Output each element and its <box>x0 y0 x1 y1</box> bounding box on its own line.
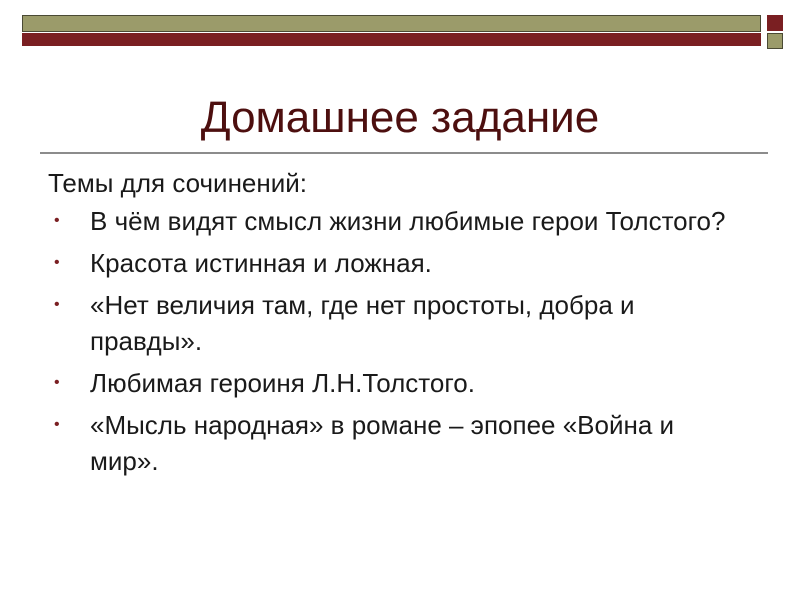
slide-body <box>48 165 748 485</box>
bullet-icon: • <box>54 254 60 271</box>
corner-square-red <box>767 15 783 31</box>
corner-square-olive <box>767 33 783 49</box>
list-item <box>48 407 748 479</box>
topic-text: «Нет величия там, где нет простоты, добра и правды». <box>90 290 635 356</box>
list-item <box>48 365 748 401</box>
topic-list <box>48 203 748 479</box>
slide-title: Домашнее задание <box>200 93 600 142</box>
bullet-icon: • <box>54 416 60 433</box>
bullet-icon: • <box>54 296 60 313</box>
topic-text: Красота истинная и ложная. <box>90 248 432 278</box>
topic-text: Любимая героиня Л.Н.Толстого. <box>90 368 475 398</box>
topics-intro: Темы для сочинений: <box>48 168 308 198</box>
title-divider <box>40 152 768 154</box>
list-item <box>48 203 748 239</box>
top-band-red <box>22 33 761 46</box>
list-item <box>48 245 748 281</box>
bullet-icon: • <box>54 374 60 391</box>
list-item <box>48 287 748 359</box>
topic-text: «Мысль народная» в романе – эпопее «Война и мир». <box>90 410 675 476</box>
top-band-olive <box>22 15 761 32</box>
bullet-icon: • <box>54 212 60 229</box>
topic-text: В чём видят смысл жизни любимые герои Толстого? <box>90 206 726 236</box>
